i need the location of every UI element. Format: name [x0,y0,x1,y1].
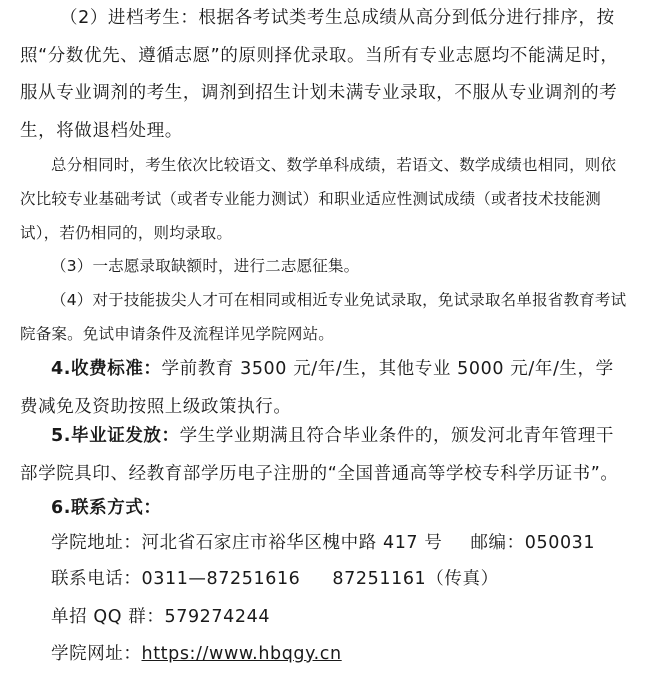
fees-section [20,351,630,426]
tie-break-paragraph: 总分相同时，考生依次比较语文、数学单科成绩，若语文、数学成绩也相同，则依次比较专业基础考试（或者专业能力测试）和职业适应性测试成绩（或者技术技能测试），若仍相同的，则均录取。 [20,156,617,242]
fees-heading: 4.收费标准： [51,359,162,379]
phone-value: 0311—87251616 [141,569,301,589]
website-label: 学院网址： [51,644,142,664]
shortfall-paragraph: （3）一志愿录取缺额时，进行二志愿征集。 [51,257,360,275]
diploma-body: 学生学业期满且符合毕业条件的，颁发河北青年管理干部学院具印、经教育部学历电子注册的“全国普通高等学校专科学历证书”。 [20,426,619,484]
postcode-label: 邮编： [470,533,525,553]
address-value: 河北省石家庄市裕华区槐中路 417 号 [141,533,443,553]
website-link[interactable]: https://www.hbqgy.cn [141,644,342,664]
qq-value: 579274244 [164,607,271,627]
fax-value: 87251161（传真） [332,569,499,589]
contact-website-line [20,636,630,674]
contact-heading: 6.联系方式： [51,498,162,518]
contact-address-line [20,525,630,563]
exempt-paragraph: （4）对于技能拔尖人才可在相同或相近专业免试录取，免试录取名单报省教育考试院备案。免试申请条件及流程详见学院网站。 [20,291,627,343]
postcode-value: 050031 [524,533,596,553]
contact-phone-line [20,561,630,599]
contact-qq-line [20,599,630,637]
address-label: 学院地址： [51,533,142,553]
phone-label: 联系电话： [51,569,142,589]
fees-body: 学前教育 3500 元/年/生，其他专业 5000 元/年/生，学费减免及资助按照上级政策执行。 [20,359,614,417]
qq-label: 单招 QQ 群： [51,607,165,627]
diploma-heading: 5.毕业证发放： [51,426,180,446]
diploma-section [20,418,630,493]
admission-paragraph: （2）进档考生：根据各考试类考生总成绩从高分到低分进行排序，按照“分数优先、遵循志愿”的原则择优录取。当所有专业志愿均不能满足时，服从专业调剂的考生，调剂到招生计划未满专业录取，不服从专业调剂的考生，将做退档处理。 [20,8,619,141]
